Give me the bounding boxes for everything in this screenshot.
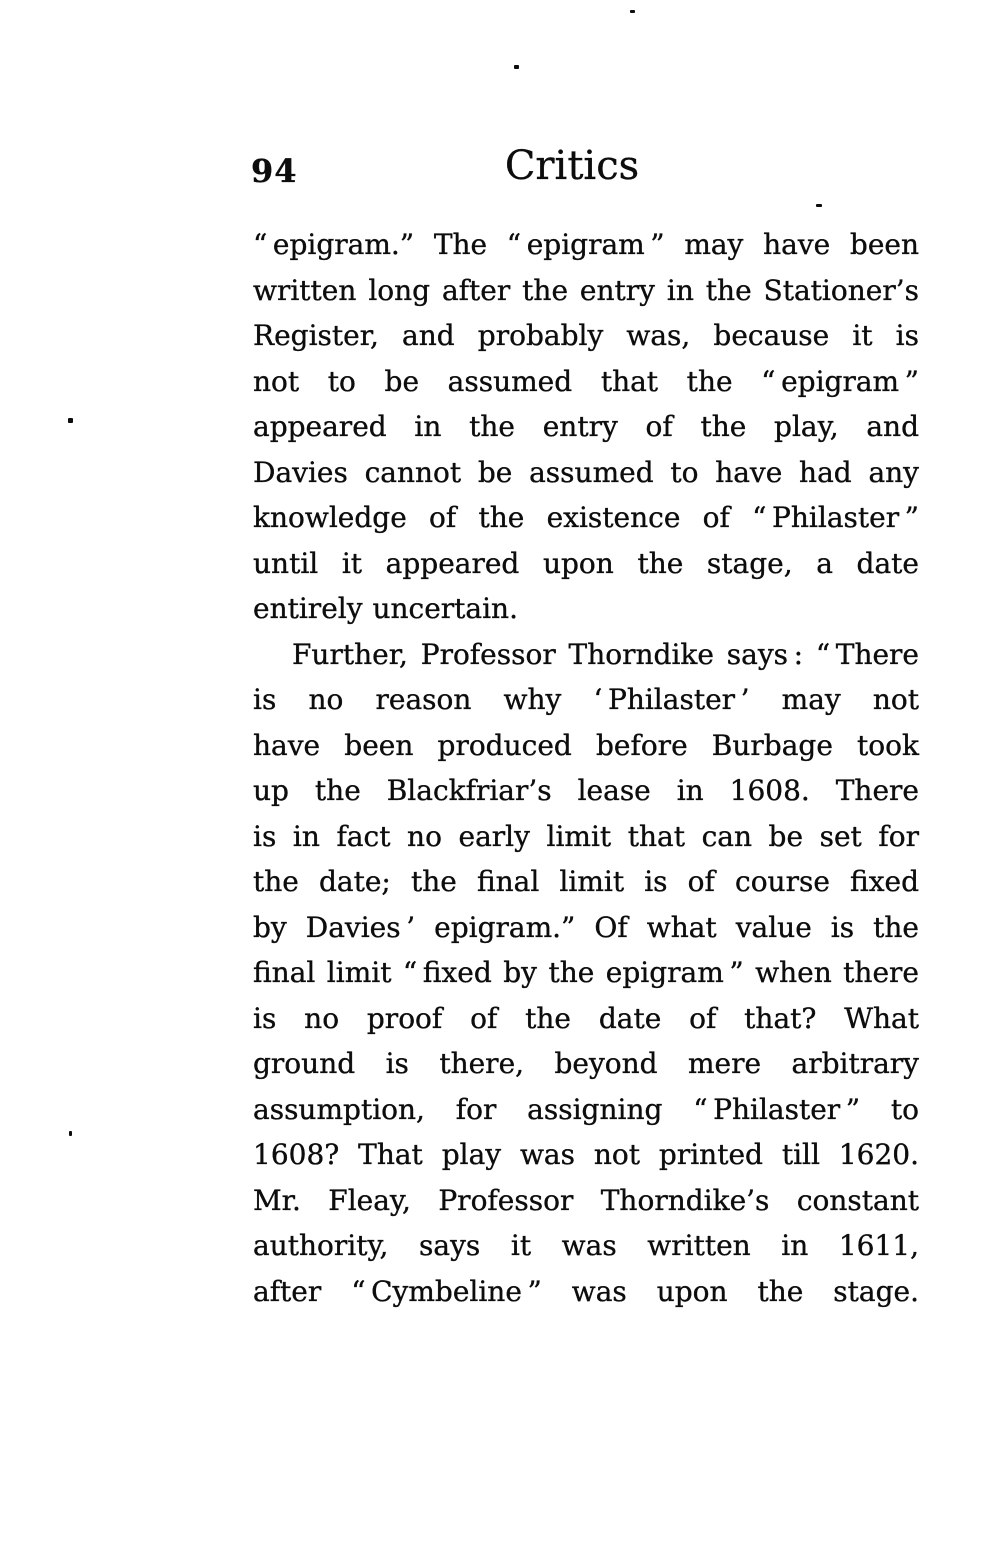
text-line: is in fact no early limit that can be set for xyxy=(253,819,919,853)
text-line: assumption, for assigning “ Philaster ” to xyxy=(253,1092,919,1126)
page-number: 94 xyxy=(251,152,298,190)
text-line: Davies cannot be assumed to have had any xyxy=(253,455,919,489)
text-line: Register, and probably was, because it is xyxy=(253,319,919,352)
text-line: final limit “ fixed by the epigram ” when there xyxy=(253,956,919,989)
text-line: written long after the entry in the Stationer’s xyxy=(253,273,919,307)
text-line: is no proof of the date of that? What xyxy=(253,1001,919,1035)
scan-speck xyxy=(514,65,519,69)
text-line: not to be assumed that the “ epigram ” xyxy=(253,364,919,398)
text-line: ground is there, beyond mere arbitrary xyxy=(253,1047,919,1080)
text-line: the date; the final limit is of course fixed xyxy=(253,865,919,898)
text-line: by Davies ’ epigram.” Of what value is the xyxy=(253,910,919,944)
text-line: “ epigram.” The “ epigram ” may have been xyxy=(253,228,919,261)
text-line: entirely uncertain. xyxy=(253,592,518,625)
scan-speck xyxy=(68,418,73,423)
text-line: until it appeared upon the stage, a date xyxy=(253,546,919,580)
text-line: have been produced before Burbage took xyxy=(253,728,919,762)
text-line: 1608? That play was not printed till 1620. xyxy=(253,1138,919,1171)
text-line: knowledge of the existence of “ Philaster ” xyxy=(253,501,919,534)
text-line: appeared in the entry of the play, and xyxy=(253,410,919,443)
text-line: Further, Professor Thorndike says : “ There xyxy=(292,637,919,671)
scan-speck xyxy=(816,204,822,207)
text-line: after “ Cymbeline ” was upon the stage. xyxy=(253,1274,919,1308)
text-line: Mr. Fleay, Professor Thorndike’s constant xyxy=(253,1183,919,1217)
text-line: up the Blackfriar’s lease in 1608. There xyxy=(253,774,919,807)
text-block xyxy=(253,222,919,1314)
running-title: Critics xyxy=(504,143,640,189)
scan-speck xyxy=(630,10,635,13)
text-line: is no reason why ‘ Philaster ’ may not xyxy=(253,683,919,716)
scan-speck xyxy=(69,1131,72,1136)
text-line: authority, says it was written in 1611, xyxy=(253,1229,919,1262)
